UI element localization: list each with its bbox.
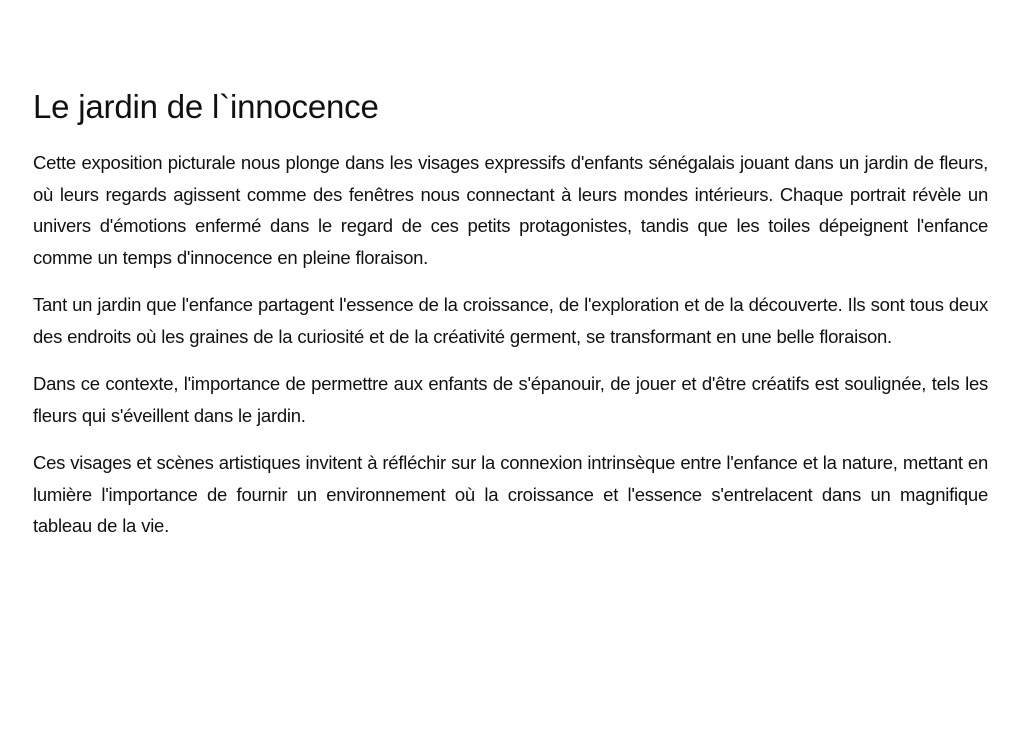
document-title: Le jardin de l`innocence (33, 88, 379, 125)
paragraph-3: Dans ce contexte, l'importance de permettre aux enfants de s'épanouir, de jouer et d'être créatifs est soulignée, tels les fleurs qui s'éveillent dans le jardin. (33, 373, 988, 426)
paragraph-2: Tant un jardin que l'enfance partagent l'essence de la croissance, de l'exploration et de la découverte. Ils sont tous deux des endroits où les graines de la curiosité et de la créativité germent, se transformant en une belle floraison. (33, 294, 988, 347)
paragraph-4: Ces visages et scènes artistiques invitent à réfléchir sur la connexion intrinsèque entre l'enfance et la nature, mettant en lumière l'importance de fournir un environnement où la croissance et l'essence s'entrelacent dans un magnifique tableau de la vie. (33, 452, 988, 536)
paragraph-1: Cette exposition picturale nous plonge dans les visages expressifs d'enfants sénégalais jouant dans un jardin de fleurs, où leurs regards agissent comme des fenêtres nous connectant à leurs mondes intérieurs. Chaque portrait révèle un univers d'émotions enfermé dans le regard de ces petits protagonistes, tandis que les toiles dépeignent l'enfance comme un temps d'innocence en pleine floraison. (33, 152, 988, 268)
